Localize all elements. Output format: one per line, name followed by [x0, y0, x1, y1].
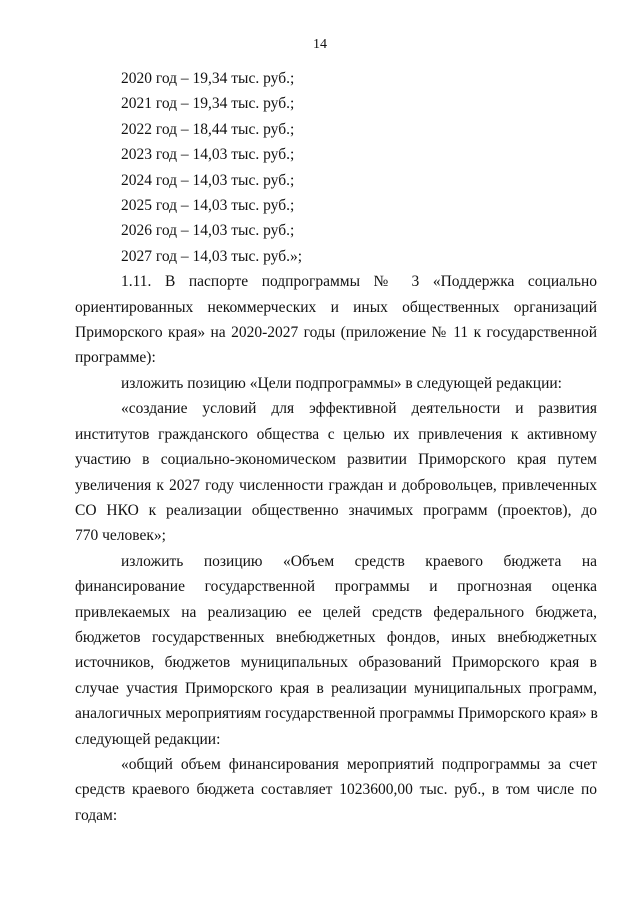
- paragraph-line: программе):: [75, 349, 156, 367]
- paragraph-line: изложить позицию «Цели подпрограммы» в следующей редакции:: [121, 374, 562, 392]
- year-line-2024: 2024 год – 14,03 тыс. руб.;: [121, 171, 295, 189]
- page-number: 14: [313, 37, 327, 52]
- paragraph-line: финансирование государственной программы и прогнозная оценка: [75, 578, 597, 596]
- year-line-2025: 2025 год – 14,03 тыс. руб.;: [121, 197, 295, 215]
- document-body: [75, 66, 597, 828]
- year-line-2021: 2021 год – 19,34 тыс. руб.;: [121, 95, 295, 113]
- paragraph-line: 1.11. В паспорте подпрограммы № 3 «Поддержка социально: [121, 273, 597, 291]
- paragraph-line: ориентированных некоммерческих и иных общественных организаций: [75, 298, 597, 316]
- paragraph-line: Приморского края» на 2020-2027 годы (приложение № 11 к государственной: [75, 324, 597, 342]
- paragraph-line: СО НКО к реализации общественно значимых программ (проектов), до: [75, 501, 597, 519]
- year-line-2027: 2027 год – 14,03 тыс. руб.»;: [121, 247, 303, 265]
- paragraph-line: средств краевого бюджета составляет 1023600,00 тыс. руб., в том числе по: [75, 781, 597, 799]
- paragraph-line: изложить позицию «Объем средств краевого бюджета на: [121, 552, 597, 570]
- paragraph-line: увеличения к 2027 году численности граждан и добровольцев, привлеченных: [75, 476, 597, 494]
- instruction-funding: [75, 549, 597, 752]
- year-line-2026: 2026 год – 14,03 тыс. руб.;: [121, 222, 295, 240]
- paragraph-line: случае участия Приморского края в реализации муниципальных программ,: [75, 679, 597, 697]
- paragraph-line: следующей редакции:: [75, 730, 221, 748]
- paragraph-line: «общий объем финансирования мероприятий подпрограммы за счет: [121, 755, 597, 773]
- paragraph-line: аналогичных мероприятиям государственной программы Приморского края» в: [75, 705, 598, 723]
- paragraph-1-11: [75, 269, 597, 371]
- instruction-goals: [75, 371, 597, 396]
- year-funding-list: [75, 66, 597, 269]
- paragraph-line: привлекаемых на реализацию ее целей средств федерального бюджета,: [75, 603, 597, 621]
- paragraph-line: институтов гражданского общества с целью их привлечения к активному: [75, 425, 597, 443]
- year-line-2020: 2020 год – 19,34 тыс. руб.;: [121, 70, 295, 87]
- goals-text: [75, 396, 597, 548]
- funding-text: [75, 752, 597, 828]
- year-line-2023: 2023 год – 14,03 тыс. руб.;: [121, 146, 295, 164]
- paragraph-line: «создание условий для эффективной деятельности и развития: [121, 400, 597, 418]
- paragraph-line: 770 человек»;: [75, 527, 166, 545]
- paragraph-line: участию в социально-экономическом развитии Приморского края путем: [75, 451, 597, 469]
- paragraph-line: источников, бюджетов муниципальных образований Приморского края в: [75, 654, 597, 672]
- year-line-2022: 2022 год – 18,44 тыс. руб.;: [121, 120, 295, 138]
- paragraph-line: бюджетов государственных внебюджетных фондов, иных внебюджетных: [75, 628, 597, 646]
- paragraph-line: годам:: [75, 806, 118, 824]
